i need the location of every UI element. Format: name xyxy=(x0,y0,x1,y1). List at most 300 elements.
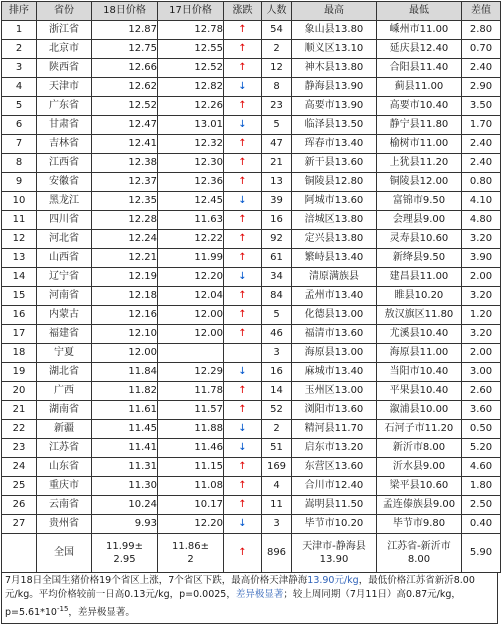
cell-price-18: 11.84 xyxy=(92,363,158,382)
cell-diff: 0.80 xyxy=(462,173,501,192)
summary-highest xyxy=(292,534,377,573)
cell-diff: 3.20 xyxy=(462,325,501,344)
cell-highest: 毕节市10.20 xyxy=(292,515,377,534)
cell-diff: 2.40 xyxy=(462,59,501,78)
cell-province: 四川省 xyxy=(37,211,92,230)
cell-lowest: 嵊州市11.00 xyxy=(377,21,462,40)
table-row xyxy=(2,287,501,306)
cell-lowest: 铜陵县12.00 xyxy=(377,173,462,192)
cell-province: 贵州省 xyxy=(37,515,92,534)
cell-price-17: 10.17 xyxy=(158,496,224,515)
cell-lowest: 毕节市9.80 xyxy=(377,515,462,534)
cell-price-18: 9.93 xyxy=(92,515,158,534)
footnote-text-1: 7月18日全国生猪价格19个省区上涨，7个省区下跌，最高价格天津静海 xyxy=(5,575,308,586)
cell-lowest: 静宁县11.80 xyxy=(377,116,462,135)
cell-province: 山东省 xyxy=(37,458,92,477)
cell-province: 山西省 xyxy=(37,249,92,268)
cell-lowest: 石河子市11.20 xyxy=(377,420,462,439)
cell-price-17: 13.01 xyxy=(158,116,224,135)
cell-diff: 3.00 xyxy=(462,363,501,382)
arrow-up-icon: ↑ xyxy=(224,401,262,420)
cell-diff: 5.20 xyxy=(462,439,501,458)
cell-diff: 2.00 xyxy=(462,268,501,287)
cell-highest: 象山县13.80 xyxy=(292,21,377,40)
cell-rank: 11 xyxy=(2,211,37,230)
arrow-up-icon: ↑ xyxy=(224,230,262,249)
cell-rank: 22 xyxy=(2,420,37,439)
cell-price-18: 11.45 xyxy=(92,420,158,439)
cell-highest: 精河县11.70 xyxy=(292,420,377,439)
cell-rank: 15 xyxy=(2,287,37,306)
cell-price-18: 12.75 xyxy=(92,40,158,59)
cell-highest: 阿城市13.60 xyxy=(292,192,377,211)
cell-count: 2 xyxy=(262,40,292,59)
cell-diff: 2.90 xyxy=(462,78,501,97)
cell-lowest: 新沂市8.00 xyxy=(377,439,462,458)
arrow-up-icon: ↑ xyxy=(224,97,262,116)
cell-count: 39 xyxy=(262,192,292,211)
cell-lowest: 当阳市10.40 xyxy=(377,363,462,382)
cell-price-17: 12.20 xyxy=(158,268,224,287)
cell-highest: 嵩明县11.50 xyxy=(292,496,377,515)
cell-diff: 0.50 xyxy=(462,420,501,439)
cell-rank: 3 xyxy=(2,59,37,78)
arrow-down-icon: ↓ xyxy=(224,268,262,287)
cell-rank: 25 xyxy=(2,477,37,496)
arrow-up-icon: ↑ xyxy=(224,477,262,496)
cell-highest: 顺义区13.10 xyxy=(292,40,377,59)
cell-lowest: 富锦市9.50 xyxy=(377,192,462,211)
trend-arrow-icon xyxy=(224,344,262,363)
cell-count: 23 xyxy=(262,97,292,116)
cell-province: 新疆 xyxy=(37,420,92,439)
cell-province: 重庆市 xyxy=(37,477,92,496)
footnote xyxy=(1,572,498,624)
cell-price-18: 12.41 xyxy=(92,135,158,154)
arrow-down-icon: ↓ xyxy=(224,363,262,382)
cell-price-17: 11.99 xyxy=(158,249,224,268)
cell-province: 安徽省 xyxy=(37,173,92,192)
arrow-down-icon: ↓ xyxy=(224,192,262,211)
cell-rank: 26 xyxy=(2,496,37,515)
summary-highest-price: 13.90 xyxy=(319,554,349,565)
cell-count: 2 xyxy=(262,420,292,439)
cell-rank: 7 xyxy=(2,135,37,154)
table-row xyxy=(2,344,501,363)
cell-lowest: 沂水县9.00 xyxy=(377,458,462,477)
cell-price-17: 12.36 xyxy=(158,173,224,192)
col-header-price-17: 17日价格 xyxy=(158,2,224,21)
cell-count: 16 xyxy=(262,211,292,230)
table-row xyxy=(2,496,501,515)
arrow-down-icon: ↓ xyxy=(224,515,262,534)
cell-province: 北京市 xyxy=(37,40,92,59)
cell-lowest: 新绛县9.50 xyxy=(377,249,462,268)
table-row xyxy=(2,116,501,135)
cell-province: 湖北省 xyxy=(37,363,92,382)
summary-highest-place: 天津市-静海县 xyxy=(302,541,366,552)
table-row xyxy=(2,154,501,173)
cell-rank: 1 xyxy=(2,21,37,40)
cell-diff: 1.80 xyxy=(462,477,501,496)
cell-price-18: 12.18 xyxy=(92,287,158,306)
cell-highest: 神木县13.80 xyxy=(292,59,377,78)
table-row xyxy=(2,59,501,78)
cell-province: 宁夏 xyxy=(37,344,92,363)
cell-rank: 5 xyxy=(2,97,37,116)
cell-price-17: 12.52 xyxy=(158,59,224,78)
cell-diff: 1.20 xyxy=(462,306,501,325)
cell-price-17: 11.88 xyxy=(158,420,224,439)
cell-rank: 27 xyxy=(2,515,37,534)
cell-count: 4 xyxy=(262,477,292,496)
table-row xyxy=(2,515,501,534)
cell-lowest: 梁平县10.60 xyxy=(377,477,462,496)
cell-lowest: 敖汉旗区11.80 xyxy=(377,306,462,325)
cell-price-18: 12.52 xyxy=(92,97,158,116)
cell-lowest: 尤溪县10.40 xyxy=(377,325,462,344)
cell-price-17 xyxy=(158,344,224,363)
footnote-text-4: ，差异极显著。 xyxy=(68,607,135,619)
arrow-up-icon: ↑ xyxy=(224,249,262,268)
cell-highest: 麻城市13.40 xyxy=(292,363,377,382)
cell-highest: 福清市13.60 xyxy=(292,325,377,344)
cell-price-17: 12.04 xyxy=(158,287,224,306)
cell-lowest: 会理县9.00 xyxy=(377,211,462,230)
cell-highest: 繁峙县13.40 xyxy=(292,249,377,268)
cell-province: 广西 xyxy=(37,382,92,401)
cell-diff: 2.80 xyxy=(462,21,501,40)
cell-lowest: 蓟县11.00 xyxy=(377,78,462,97)
cell-count: 34 xyxy=(262,268,292,287)
table-row xyxy=(2,173,501,192)
cell-rank: 14 xyxy=(2,268,37,287)
cell-price-17: 11.78 xyxy=(158,382,224,401)
cell-price-18: 12.35 xyxy=(92,192,158,211)
cell-price-18: 11.82 xyxy=(92,382,158,401)
cell-diff: 2.50 xyxy=(462,496,501,515)
cell-diff: 2.40 xyxy=(462,135,501,154)
summary-diff: 5.90 xyxy=(462,534,501,573)
cell-highest: 合川市12.40 xyxy=(292,477,377,496)
cell-rank: 9 xyxy=(2,173,37,192)
table-row xyxy=(2,363,501,382)
cell-lowest: 合阳县11.40 xyxy=(377,59,462,78)
cell-count: 11 xyxy=(262,496,292,515)
cell-count: 47 xyxy=(262,135,292,154)
col-header-count: 人数 xyxy=(262,2,292,21)
cell-price-17: 12.26 xyxy=(158,97,224,116)
cell-highest: 海原县13.00 xyxy=(292,344,377,363)
cell-price-18: 12.10 xyxy=(92,325,158,344)
cell-count: 14 xyxy=(262,382,292,401)
cell-diff: 1.70 xyxy=(462,116,501,135)
cell-rank: 21 xyxy=(2,401,37,420)
summary-price-18-mean: 11.99± xyxy=(105,541,143,552)
cell-province: 河北省 xyxy=(37,230,92,249)
header-row xyxy=(2,2,501,21)
col-header-price-18: 18日价格 xyxy=(92,2,158,21)
cell-rank: 16 xyxy=(2,306,37,325)
cell-rank: 4 xyxy=(2,78,37,97)
cell-price-18: 12.38 xyxy=(92,154,158,173)
cell-price-18: 12.66 xyxy=(92,59,158,78)
cell-province: 甘肃省 xyxy=(37,116,92,135)
cell-diff: 0.40 xyxy=(462,515,501,534)
cell-rank: 20 xyxy=(2,382,37,401)
summary-price-17 xyxy=(158,534,224,573)
summary-lowest xyxy=(377,534,462,573)
cell-rank: 24 xyxy=(2,458,37,477)
col-header-rank: 排序 xyxy=(2,2,37,21)
table-row xyxy=(2,21,501,40)
cell-diff: 3.90 xyxy=(462,249,501,268)
cell-count: 54 xyxy=(262,21,292,40)
arrow-up-icon: ↑ xyxy=(224,382,262,401)
cell-price-17: 12.22 xyxy=(158,230,224,249)
cell-count: 52 xyxy=(262,401,292,420)
cell-highest: 静海县13.90 xyxy=(292,78,377,97)
cell-rank: 19 xyxy=(2,363,37,382)
cell-price-17: 11.15 xyxy=(158,458,224,477)
cell-province: 浙江省 xyxy=(37,21,92,40)
cell-price-18: 11.30 xyxy=(92,477,158,496)
col-header-lowest: 最低 xyxy=(377,2,462,21)
cell-diff: 3.20 xyxy=(462,230,501,249)
cell-lowest: 建昌县11.00 xyxy=(377,268,462,287)
cell-price-17: 12.45 xyxy=(158,192,224,211)
cell-rank: 8 xyxy=(2,154,37,173)
cell-price-17: 11.57 xyxy=(158,401,224,420)
col-header-highest: 最高 xyxy=(292,2,377,21)
cell-province: 内蒙古 xyxy=(37,306,92,325)
col-header-change: 涨跌 xyxy=(224,2,262,21)
cell-price-17: 11.08 xyxy=(158,477,224,496)
table-row xyxy=(2,211,501,230)
arrow-down-icon: ↓ xyxy=(224,439,262,458)
cell-price-17: 12.78 xyxy=(158,21,224,40)
cell-province: 福建省 xyxy=(37,325,92,344)
cell-diff: 2.60 xyxy=(462,382,501,401)
cell-diff: 4.60 xyxy=(462,458,501,477)
cell-price-18: 11.31 xyxy=(92,458,158,477)
cell-price-18: 11.61 xyxy=(92,401,158,420)
cell-rank: 18 xyxy=(2,344,37,363)
cell-diff: 4.10 xyxy=(462,192,501,211)
summary-rank xyxy=(2,534,37,573)
cell-price-17: 12.55 xyxy=(158,40,224,59)
cell-price-18: 10.24 xyxy=(92,496,158,515)
table-row xyxy=(2,439,501,458)
cell-count: 16 xyxy=(262,363,292,382)
cell-diff: 3.20 xyxy=(462,287,501,306)
cell-lowest: 溆浦县10.00 xyxy=(377,401,462,420)
cell-lowest: 延庆县12.40 xyxy=(377,40,462,59)
cell-price-18: 12.37 xyxy=(92,173,158,192)
footnote-highest-price: 13.90元/kg xyxy=(307,575,359,586)
arrow-down-icon: ↓ xyxy=(224,116,262,135)
cell-highest: 临泽县13.50 xyxy=(292,116,377,135)
cell-lowest: 孟连傣族县9.00 xyxy=(377,496,462,515)
cell-price-18: 12.47 xyxy=(92,116,158,135)
cell-highest: 浏阳市13.60 xyxy=(292,401,377,420)
table-row xyxy=(2,458,501,477)
cell-count: 61 xyxy=(262,249,292,268)
table-row xyxy=(2,401,501,420)
cell-lowest: 平果县10.40 xyxy=(377,382,462,401)
table-row xyxy=(2,192,501,211)
arrow-up-icon: ↑ xyxy=(224,40,262,59)
arrow-up-icon: ↑ xyxy=(224,59,262,78)
arrow-up-icon: ↑ xyxy=(224,458,262,477)
table-row xyxy=(2,230,501,249)
cell-province: 辽宁省 xyxy=(37,268,92,287)
cell-lowest: 灵寿县10.60 xyxy=(377,230,462,249)
table-row xyxy=(2,135,501,154)
footnote-text-2: ，最低价格江苏省新沂8.00元/kg。平均价格较前一日高0.13元/kg，p=0.0025， xyxy=(5,575,475,600)
summary-price-17-sd: 2 xyxy=(187,554,194,565)
cell-count: 12 xyxy=(262,59,292,78)
cell-price-18: 12.16 xyxy=(92,306,158,325)
cell-rank: 2 xyxy=(2,40,37,59)
cell-highest: 启东市13.20 xyxy=(292,439,377,458)
arrow-up-icon: ↑ xyxy=(224,211,262,230)
table-row xyxy=(2,97,501,116)
summary-lowest-place: 江苏省-新沂市 xyxy=(387,541,451,552)
cell-province: 湖南省 xyxy=(37,401,92,420)
cell-price-17: 11.46 xyxy=(158,439,224,458)
cell-highest: 新干县13.60 xyxy=(292,154,377,173)
arrow-down-icon: ↓ xyxy=(224,78,262,97)
cell-count: 46 xyxy=(262,325,292,344)
cell-count: 8 xyxy=(262,78,292,97)
cell-lowest: 上犹县11.20 xyxy=(377,154,462,173)
cell-diff: 4.80 xyxy=(462,211,501,230)
cell-highest: 孟州市13.40 xyxy=(292,287,377,306)
cell-province: 广东省 xyxy=(37,97,92,116)
cell-price-18: 11.41 xyxy=(92,439,158,458)
cell-province: 江苏省 xyxy=(37,439,92,458)
cell-province: 吉林省 xyxy=(37,135,92,154)
cell-province: 江西省 xyxy=(37,154,92,173)
cell-price-17: 12.32 xyxy=(158,135,224,154)
cell-price-17: 11.63 xyxy=(158,211,224,230)
cell-count: 3 xyxy=(262,344,292,363)
cell-highest: 珲春市13.40 xyxy=(292,135,377,154)
cell-highest: 化德县13.00 xyxy=(292,306,377,325)
arrow-up-icon: ↑ xyxy=(224,154,262,173)
cell-lowest: 高要市10.40 xyxy=(377,97,462,116)
cell-province: 黑龙江 xyxy=(37,192,92,211)
cell-highest: 高要市13.90 xyxy=(292,97,377,116)
cell-count: 51 xyxy=(262,439,292,458)
cell-price-17: 12.29 xyxy=(158,363,224,382)
cell-diff: 3.50 xyxy=(462,97,501,116)
cell-diff: 0.70 xyxy=(462,40,501,59)
table-row xyxy=(2,40,501,59)
cell-lowest: 睢县10.20 xyxy=(377,287,462,306)
table-row xyxy=(2,325,501,344)
cell-lowest: 榆树市11.00 xyxy=(377,135,462,154)
cell-rank: 10 xyxy=(2,192,37,211)
arrow-up-icon: ↑ xyxy=(224,173,262,192)
cell-count: 169 xyxy=(262,458,292,477)
cell-count: 13 xyxy=(262,173,292,192)
cell-highest: 东营区13.60 xyxy=(292,458,377,477)
summary-change-arrow-icon: ↑ xyxy=(224,534,262,573)
summary-lowest-price: 8.00 xyxy=(407,554,431,565)
cell-diff: 3.60 xyxy=(462,401,501,420)
cell-province: 陕西省 xyxy=(37,59,92,78)
col-header-diff: 差值 xyxy=(462,2,501,21)
arrow-up-icon: ↑ xyxy=(224,287,262,306)
cell-rank: 13 xyxy=(2,249,37,268)
summary-price-18-sd: 2.95 xyxy=(113,554,136,565)
cell-price-18: 12.00 xyxy=(92,344,158,363)
table-row xyxy=(2,477,501,496)
cell-count: 84 xyxy=(262,287,292,306)
cell-count: 21 xyxy=(262,154,292,173)
cell-price-18: 12.24 xyxy=(92,230,158,249)
table-row xyxy=(2,268,501,287)
cell-province: 天津市 xyxy=(37,78,92,97)
cell-price-17: 12.00 xyxy=(158,306,224,325)
summary-row xyxy=(2,534,501,573)
cell-price-18: 12.87 xyxy=(92,21,158,40)
cell-price-18: 12.19 xyxy=(92,268,158,287)
footnote-significance-1: 差异极显著 xyxy=(235,589,284,600)
table-row xyxy=(2,78,501,97)
arrow-up-icon: ↑ xyxy=(224,21,262,40)
cell-price-17: 12.20 xyxy=(158,515,224,534)
table-row xyxy=(2,382,501,401)
arrow-up-icon: ↑ xyxy=(224,496,262,515)
cell-count: 92 xyxy=(262,230,292,249)
table-row xyxy=(2,420,501,439)
arrow-up-icon: ↑ xyxy=(224,135,262,154)
table-row xyxy=(2,249,501,268)
cell-diff: 2.00 xyxy=(462,344,501,363)
summary-price-17-mean: 11.86± xyxy=(171,541,209,552)
summary-label: 全国 xyxy=(37,534,92,573)
cell-count: 5 xyxy=(262,116,292,135)
cell-rank: 12 xyxy=(2,230,37,249)
cell-diff: 2.40 xyxy=(462,154,501,173)
arrow-up-icon: ↑ xyxy=(224,325,262,344)
cell-count: 5 xyxy=(262,306,292,325)
cell-highest: 铜陵县12.80 xyxy=(292,173,377,192)
summary-price-18 xyxy=(92,534,158,573)
price-table xyxy=(1,1,501,573)
cell-province: 云南省 xyxy=(37,496,92,515)
table-body xyxy=(2,21,501,534)
cell-price-17: 12.82 xyxy=(158,78,224,97)
cell-lowest: 海原县11.00 xyxy=(377,344,462,363)
cell-price-18: 12.62 xyxy=(92,78,158,97)
footnote-text-3: ；较上周同期（7月11日）高0.87元/kg，p=5.61*10 xyxy=(5,589,461,619)
cell-price-17: 12.00 xyxy=(158,325,224,344)
table-row xyxy=(2,306,501,325)
cell-price-18: 12.28 xyxy=(92,211,158,230)
cell-count: 3 xyxy=(262,515,292,534)
cell-province: 河南省 xyxy=(37,287,92,306)
cell-rank: 23 xyxy=(2,439,37,458)
cell-highest: 定兴县13.80 xyxy=(292,230,377,249)
cell-highest: 玉州区13.00 xyxy=(292,382,377,401)
col-header-province: 省份 xyxy=(37,2,92,21)
cell-price-18: 12.21 xyxy=(92,249,158,268)
cell-rank: 6 xyxy=(2,116,37,135)
